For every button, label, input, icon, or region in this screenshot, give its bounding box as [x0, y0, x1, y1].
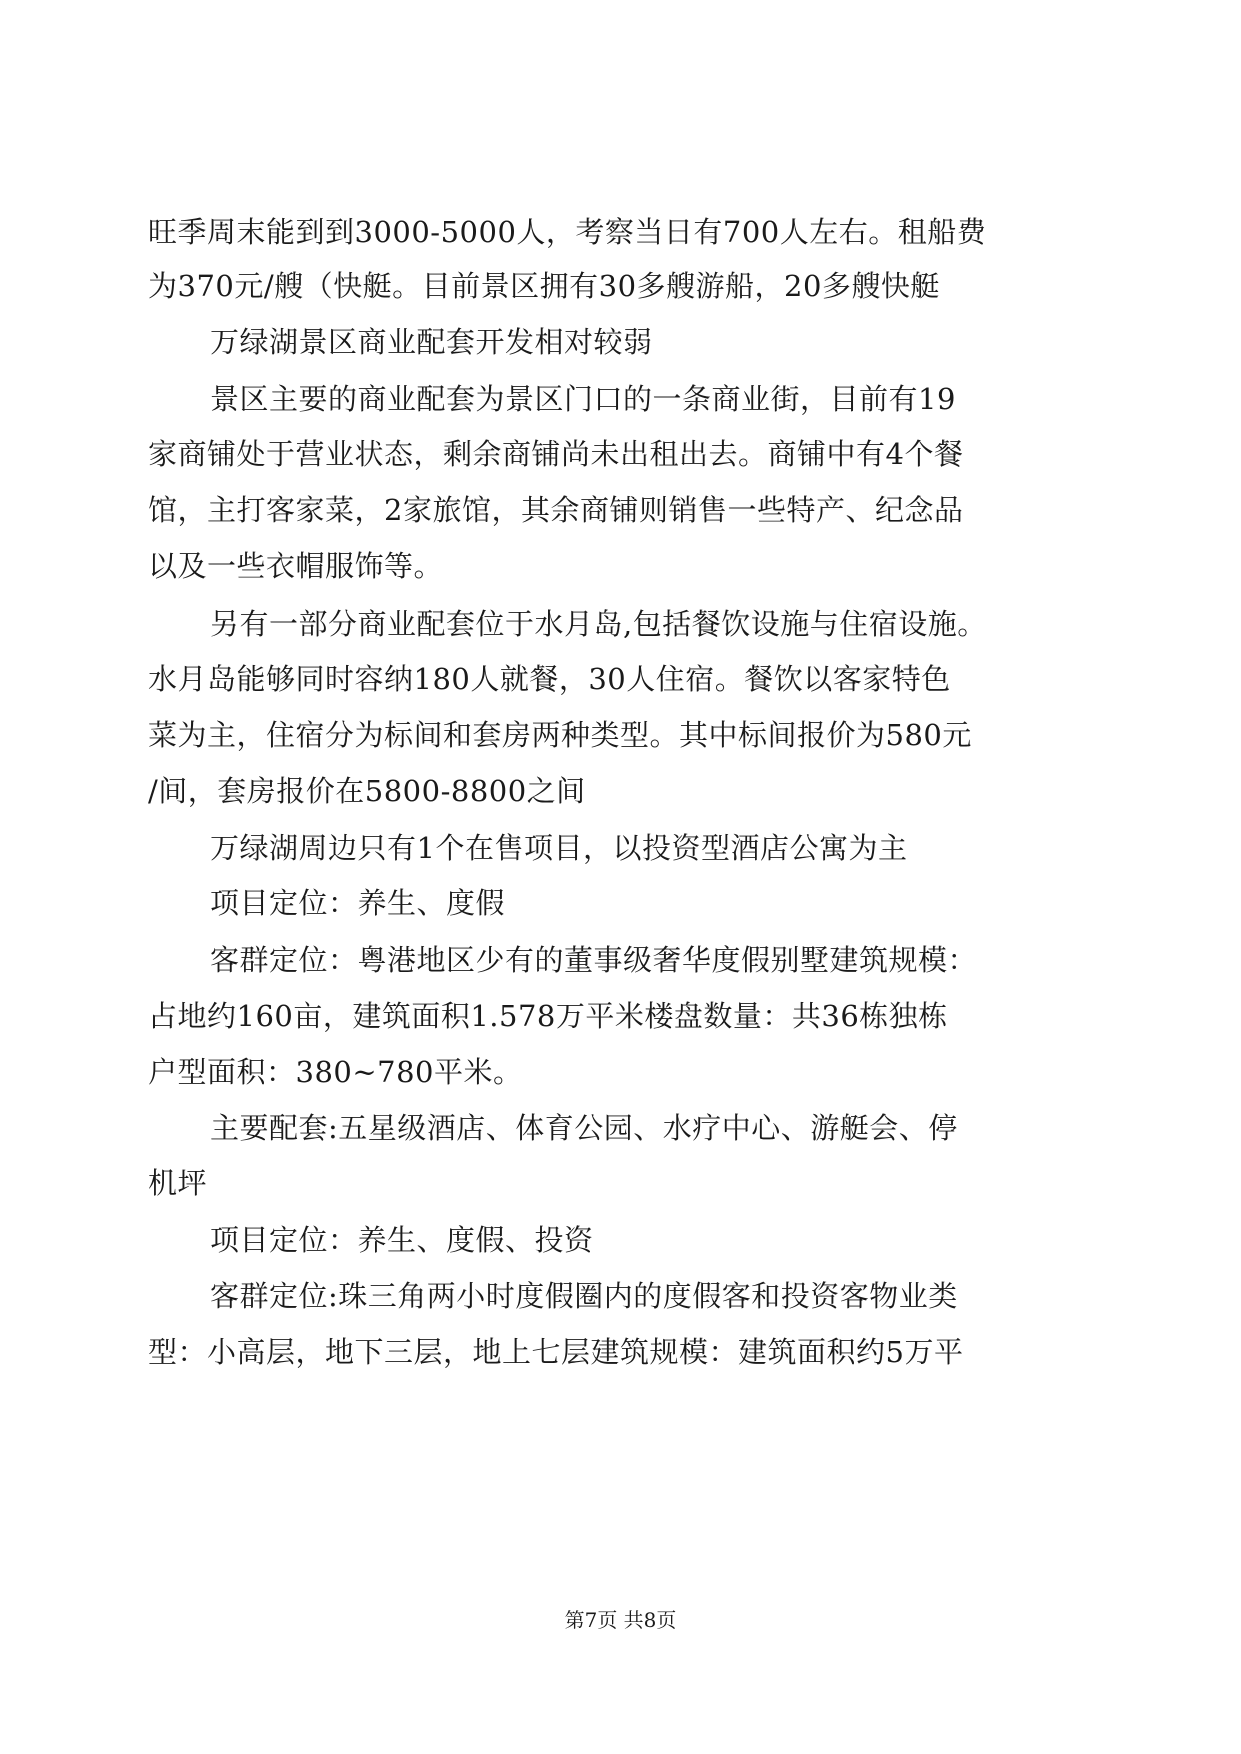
body-line-7: 以及一些衣帽服饰等。 — [148, 549, 444, 583]
body-line-2: 为370元/艘（快艇。目前景区拥有30多艘游船，20多艘快艇 — [148, 269, 940, 303]
section-heading-scenic-commerce: 万绿湖景区商业配套开发相对较弱 — [210, 325, 653, 359]
body-line-21: 型：小高层，地下三层，地上七层建筑规模：建筑面积约5万平 — [148, 1335, 964, 1369]
body-line-4: 景区主要的商业配套为景区门口的一条商业街，目前有19 — [210, 382, 956, 416]
body-line-5: 家商铺处于营业状态，剩余商铺尚未出租出去。商铺中有4个餐 — [148, 437, 964, 471]
body-line-13: 项目定位：养生、度假 — [210, 886, 506, 920]
body-line-14: 客群定位：粤港地区少有的董事级奢华度假别墅建筑规模： — [210, 943, 978, 977]
body-line-15: 占地约160亩，建筑面积1.578万平米楼盘数量：共36栋独栋 — [148, 999, 948, 1033]
body-line-16: 户型面积：380~780平米。 — [148, 1055, 523, 1089]
body-line-9: 水月岛能够同时容纳180人就餐，30人住宿。餐饮以客家特色 — [148, 662, 951, 696]
body-line-1: 旺季周末能到到3000-5000人，考察当日有700人左右。租船费 — [148, 215, 987, 249]
body-line-8: 另有一部分商业配套位于水月岛,包括餐饮设施与住宿设施。 — [210, 607, 987, 641]
body-line-20: 客群定位:珠三角两小时度假圈内的度假客和投资客物业类 — [210, 1279, 958, 1313]
body-line-17: 主要配套:五星级酒店、体育公园、水疗中心、游艇会、停 — [210, 1111, 958, 1145]
body-line-11: /间，套房报价在5800-8800之间 — [148, 774, 586, 808]
page-footer: 第7页 共8页 — [564, 1608, 677, 1632]
body-line-19: 项目定位：养生、度假、投资 — [210, 1223, 594, 1257]
body-line-18: 机坪 — [148, 1166, 208, 1200]
section-heading-projects: 万绿湖周边只有1个在售项目，以投资型酒店公寓为主 — [210, 831, 908, 865]
body-line-6: 馆，主打客家菜，2家旅馆，其余商铺则销售一些特产、纪念品 — [148, 493, 964, 527]
body-line-10: 菜为主，住宿分为标间和套房两种类型。其中标间报价为580元 — [148, 718, 972, 752]
